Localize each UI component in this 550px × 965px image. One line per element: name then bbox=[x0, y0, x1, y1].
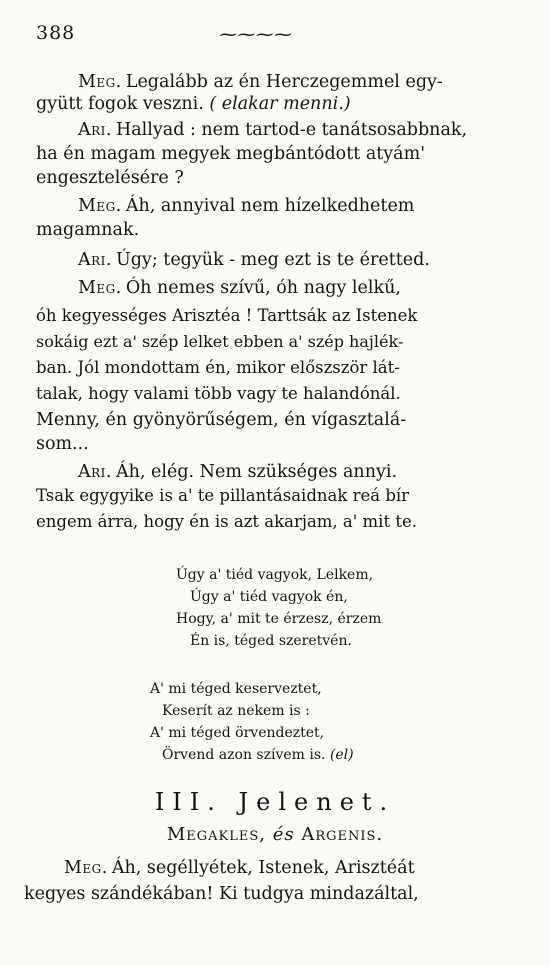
verse-line: Keserít az nekem is : bbox=[162, 703, 310, 719]
dialogue-line: Tsak egygyike is a' te pillantásaidnak reá bír bbox=[36, 486, 410, 505]
dialogue-line bbox=[78, 250, 430, 270]
verse-text: Örvend azon szívem is. bbox=[162, 747, 326, 763]
verse-line: Úgy a' tiéd vagyok én, bbox=[190, 589, 348, 605]
verse-line: Hogy, a' mit te érzesz, érzem bbox=[176, 611, 382, 627]
dialogue-line bbox=[78, 120, 467, 140]
scene-title: III. Jelenet. bbox=[154, 788, 396, 816]
verse-line: Én is, téged szeretvén. bbox=[190, 633, 352, 649]
verse-line bbox=[162, 746, 354, 764]
line-text: Hallyad : nem tartod-e tanátsosabbnak, bbox=[115, 120, 468, 140]
line-text: Legalább az én Herczegemmel egy- bbox=[125, 72, 443, 92]
speaker-label: Ari. bbox=[78, 462, 112, 482]
line-text: Úgy; tegyük - meg ezt is te éretted. bbox=[115, 250, 430, 270]
verse-line: Úgy a' tiéd vagyok, Lelkem, bbox=[176, 567, 374, 583]
verse-line: A' mi téged keserveztet, bbox=[150, 681, 322, 697]
dialogue-line bbox=[78, 196, 414, 216]
person-name: Argenis. bbox=[301, 824, 384, 845]
dialogue-line: ha én magam megyek megbántódott atyám' bbox=[36, 144, 426, 164]
line-text: Áh, annyival nem hízelkedhetem bbox=[125, 196, 415, 216]
dialogue-line: Menny, én gyönyörűségem, én vígasztalá- bbox=[36, 410, 407, 430]
dialogue-line: sokáig ezt a' szép lelket ebben a' szép hajlék- bbox=[36, 332, 404, 351]
scene-persons bbox=[0, 824, 550, 845]
dialogue-line: som... bbox=[36, 434, 89, 454]
dialogue-line: engem árra, hogy én is azt akarjam, a' mit te. bbox=[36, 512, 417, 531]
conjunction: és bbox=[272, 824, 295, 845]
dialogue-line bbox=[64, 858, 415, 878]
speaker-label: Meg. bbox=[78, 196, 122, 216]
person-name: Megakles, bbox=[166, 824, 266, 845]
dialogue-line: talak, hogy valami több vagy te halandónál. bbox=[36, 384, 401, 403]
speaker-label: Meg. bbox=[64, 858, 108, 878]
dialogue-line: magamnak. bbox=[36, 220, 140, 240]
verse-line: A' mi téged örvendeztet, bbox=[150, 725, 325, 741]
speaker-label: Meg. bbox=[78, 278, 122, 298]
dialogue-line bbox=[78, 462, 397, 482]
stage-direction: ( elakar menni.) bbox=[209, 94, 351, 114]
line-text: gyütt fogok veszni. bbox=[36, 94, 204, 114]
dialogue-line: engesztelésére ? bbox=[36, 168, 184, 188]
dialogue-line: kegyes szándékában! Ki tudgya mindazáltal, bbox=[24, 884, 419, 904]
stage-direction: (el) bbox=[329, 747, 354, 763]
line-text: Áh, elég. Nem szükséges annyi. bbox=[115, 462, 398, 482]
dialogue-line bbox=[36, 94, 351, 114]
page-number: 388 bbox=[36, 22, 76, 44]
dialogue-line bbox=[78, 72, 443, 92]
speaker-label: Ari. bbox=[78, 250, 112, 270]
speaker-label: Ari. bbox=[78, 120, 112, 140]
header-ornament: ~~~~ bbox=[217, 24, 291, 45]
dialogue-line bbox=[78, 278, 401, 298]
dialogue-line: óh kegyességes Arisztéa ! Tarttsák az Istenek bbox=[36, 306, 418, 325]
line-text: Áh, segéllyétek, Istenek, Arisztéát bbox=[111, 858, 415, 878]
line-text: Óh nemes szívű, óh nagy lelkű, bbox=[125, 278, 401, 298]
speaker-label: Meg. bbox=[78, 72, 122, 92]
dialogue-line: ban. Jól mondottam én, mikor előszször lát- bbox=[36, 358, 400, 377]
